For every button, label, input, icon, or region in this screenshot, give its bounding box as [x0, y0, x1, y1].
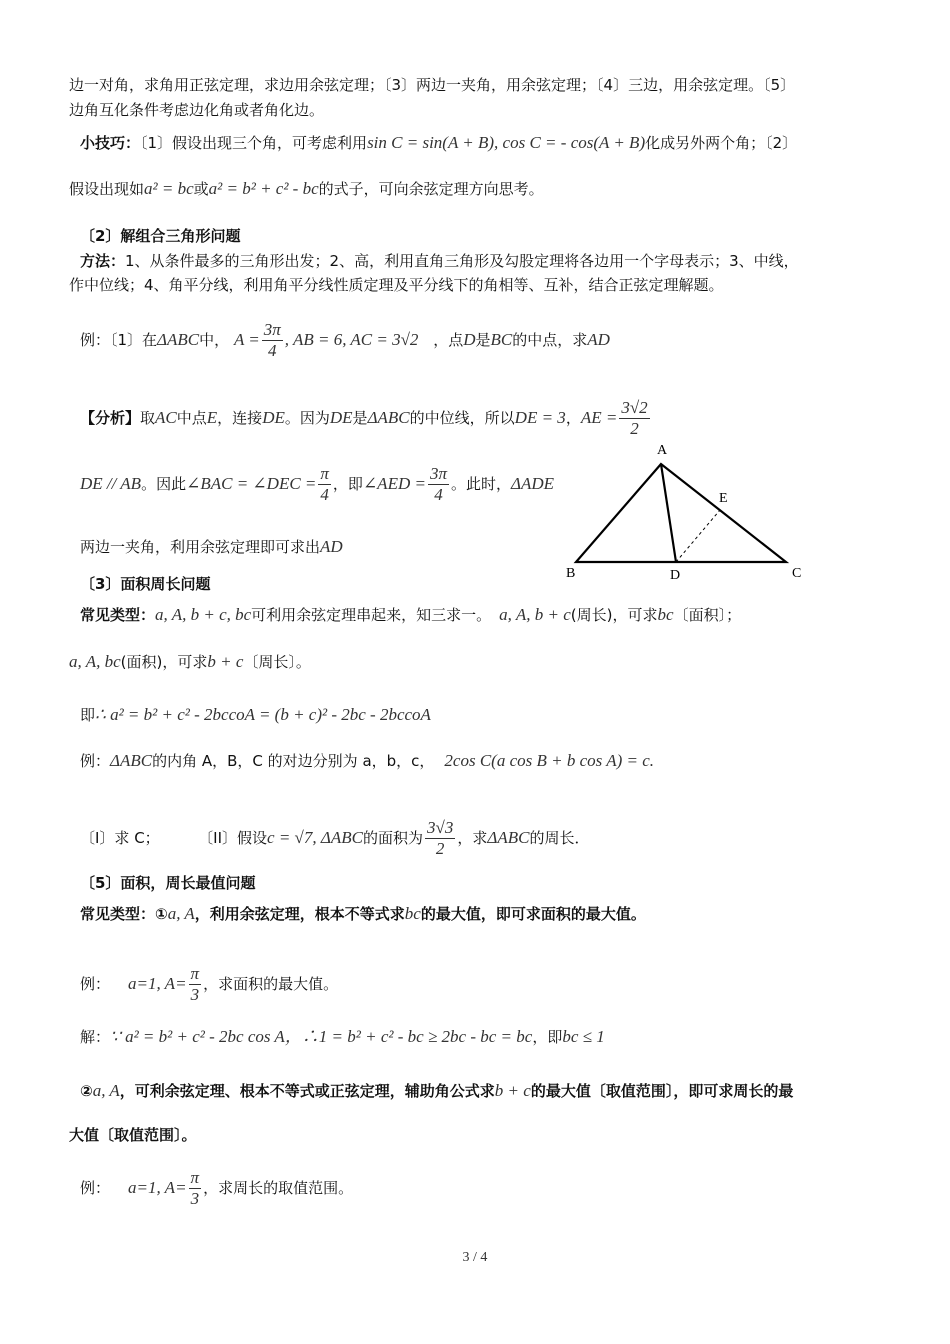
analysis-t1: 取: [140, 409, 156, 427]
example-zhong: 中，: [199, 331, 230, 349]
tip-formula-3: a² = b² + c² - bc: [208, 179, 319, 198]
section-3-formula-2: a, A, b + c: [499, 605, 571, 624]
analysis-angle-2-den: 4: [434, 485, 443, 504]
analysis-label: 【分析】: [80, 409, 141, 427]
example-1-text: ，求面积的最大值。: [203, 975, 339, 993]
analysis-triangle: ΔABC: [367, 408, 410, 427]
section-3-t3: 〔面积〕；: [673, 606, 742, 624]
section-5-solution: [80, 1026, 605, 1048]
section-5-formula-1: a, A: [167, 904, 195, 923]
section-3-bc: bc: [657, 605, 674, 624]
section-3-example-text: 的内角 A，B，C 的对边分别为 a，b，c，: [152, 752, 435, 770]
analysis-t4: 。因为: [284, 409, 330, 427]
analysis-t11: 两边一夹角，利用余弦定理即可求出: [80, 538, 321, 556]
example-mid: 的中点，求: [512, 331, 588, 349]
example-1-formula: a=1, A=: [128, 974, 187, 993]
example-bc: BC: [490, 330, 513, 349]
point-2-formula: a, A: [92, 1081, 120, 1100]
analysis-ae-num: 3√2: [621, 398, 648, 417]
section-3-line-3: [80, 704, 431, 726]
section-5-type-label: 常见类型：①: [80, 905, 168, 923]
point-2-label: ②: [80, 1082, 93, 1100]
text-line-2: 边角互化条件考虑边化角或者角化边。: [69, 101, 325, 119]
segment-de: [676, 510, 720, 562]
section-5-example-1: [80, 962, 338, 1006]
analysis-angle-1-fraction: [318, 464, 331, 505]
question-2-text-3: 的周长．: [529, 829, 590, 847]
section-5-point-2: [80, 1080, 793, 1102]
analysis-angle-2-fraction: [428, 464, 449, 505]
analysis-de-2: DE: [329, 408, 353, 427]
tip-text-1: 〔1〕假设出现三个角，可考虑利用: [140, 134, 368, 152]
analysis-ae: AE =: [580, 408, 618, 427]
point-2-t2: 的最大值〔取值范围〕，即可求周长的最: [530, 1082, 794, 1100]
example-1-den: 3: [190, 985, 200, 1004]
section-3-questions: [80, 816, 589, 860]
section-3-formula-1: a, A, b + c, bc: [155, 605, 252, 624]
method-line-1: [80, 250, 799, 272]
analysis-ad: AD: [320, 537, 343, 556]
example-1-line: [80, 318, 610, 362]
analysis-t5: 是: [352, 409, 368, 427]
section-5-point-2-cont: 大值〔取值范围〕。: [69, 1126, 197, 1144]
section-3-bpc: b + c: [207, 652, 244, 671]
section-3-example-equation: 2cos C(a cos B + b cos A) = c.: [444, 751, 655, 770]
analysis-angle-2: ∠AED =: [362, 474, 426, 493]
section-3-t2: ，可求: [612, 606, 658, 624]
analysis-parallel: DE // AB: [80, 474, 142, 493]
section-3-example-triangle: ΔABC: [110, 751, 153, 770]
example-label: 例：〔1〕在: [80, 331, 158, 349]
tip-formula: sin C = sin(A + B), cos C = - cos(A + B): [367, 133, 646, 152]
section-3-line-1: [80, 604, 741, 626]
section-5-t2: 的最大值，即可求面积的最大值。: [420, 905, 646, 923]
method-text-1: 1、从条件最多的三角形出发；2、高，利用直角三角形及勾股定理将各边用一个字母表示；3、中线，: [125, 252, 799, 270]
analysis-triangle-2: ΔADE: [511, 474, 555, 493]
tip-text-2: 化成另外两个角；〔2〕: [645, 134, 798, 152]
analysis-de: DE: [262, 408, 285, 427]
analysis-t9: ，即: [332, 475, 363, 493]
analysis-t6: 的中位线，所以: [409, 409, 515, 427]
point-2-formula-2: b + c: [494, 1081, 531, 1100]
example-point: ，点: [433, 331, 464, 349]
solution-equation-2: ，∴1 = b² + c² - bc ≥ 2bc - bc = bc: [284, 1027, 533, 1046]
label-b: B: [566, 566, 576, 581]
analysis-de-3: DE = 3: [514, 408, 566, 427]
question-2-text-2: ，求: [457, 829, 488, 847]
tip-text-5: 的式子，可向余弦定理方向思考。: [318, 180, 544, 198]
analysis-angle-1: ∠BAC = ∠DEC =: [186, 474, 317, 493]
example-2-text: ，求周长的取值范围。: [203, 1179, 354, 1197]
question-2-formula: c = √7, ΔABC: [267, 828, 363, 847]
analysis-t7: ，: [565, 409, 581, 427]
method-line-2: 作中位线；4、角平分线，利用角平分线性质定理及平分线下的角相等、互补，结合正弦定理解题。: [69, 276, 724, 294]
example-triangle: ΔABC: [157, 330, 200, 349]
example-2-formula: a=1, A=: [128, 1178, 187, 1197]
section-5-bc: bc: [404, 904, 421, 923]
section-3-t4: ，可求: [162, 653, 208, 671]
question-2-fraction: [425, 818, 455, 859]
analysis-ac: AC: [155, 408, 177, 427]
analysis-t10: 。此时，: [450, 475, 511, 493]
analysis-ae-fraction: [619, 398, 649, 439]
tip-formula-2: a² = bc: [144, 179, 194, 198]
example-angle-a: A =: [233, 330, 260, 349]
question-2-text: 的面积为: [362, 829, 423, 847]
analysis-t8: 。因此: [141, 475, 187, 493]
section-3-t5: 〔周长〕。: [243, 653, 311, 671]
example-d: D: [463, 330, 476, 349]
question-2-label: 〔II〕假设: [205, 829, 268, 847]
section-3-title: 〔3〕面积周长问题: [80, 575, 211, 593]
example-is: 是: [475, 331, 491, 349]
section-5-t1: ，利用余弦定理，根本不等式求: [194, 905, 405, 923]
section-3-type-label: 常见类型：: [80, 606, 156, 624]
tip-text-3: 假设出现如: [69, 180, 145, 198]
triangle-figure: [560, 438, 810, 588]
analysis-t3: ，连接: [217, 409, 263, 427]
tip-line-1: [80, 132, 797, 154]
section-5-example-2: [80, 1166, 353, 1210]
example-2-label: 例：: [80, 1179, 111, 1197]
question-1: 〔I〕求 C；: [80, 829, 160, 847]
analysis-line-1: [80, 396, 652, 440]
triangle-abc: [576, 464, 786, 562]
section-5-title: 〔5〕面积，周长最值问题: [80, 874, 256, 892]
section-5-line-1: [80, 903, 646, 925]
example-1-label: 例：: [80, 975, 111, 993]
analysis-line-3: [80, 536, 343, 558]
question-2-triangle: ΔABC: [487, 828, 530, 847]
method-label: 方法：: [80, 252, 126, 270]
question-2-num: 3√3: [426, 818, 454, 837]
example-1-fraction: [189, 964, 202, 1005]
solution-label: 解：: [80, 1028, 111, 1046]
label-d: D: [670, 568, 681, 583]
section-3-example-label: 例：: [80, 752, 111, 770]
example-1-num: π: [190, 964, 200, 983]
label-e: E: [719, 491, 728, 506]
tip-line-2: [69, 178, 544, 200]
segment-ad: [661, 464, 676, 562]
tip-label: 小技巧：: [80, 134, 141, 152]
solution-equation-1: ∵ a² = b² + c² - 2bc cos A: [110, 1027, 285, 1046]
section-3-equation: ∴ a² = b² + c² - 2bccoA = (b + c)² - 2bc - 2bccoA: [95, 705, 431, 724]
solution-text: ，即: [532, 1028, 563, 1046]
section-3-ji: 即: [80, 706, 96, 724]
section-3-formula-2-note: (周长): [570, 606, 613, 624]
section-3-line-2: [69, 651, 311, 673]
analysis-angle-2-num: 3π: [429, 464, 447, 483]
label-c: C: [792, 566, 802, 581]
label-a: A: [657, 443, 668, 458]
example-fraction-num: 3π: [263, 320, 281, 339]
example-ad: AD: [587, 330, 610, 349]
section-3-example: [80, 750, 654, 772]
solution-equation-3: bc ≤ 1: [562, 1027, 605, 1046]
page-number: 3 / 4: [462, 1250, 488, 1265]
question-2-den: 2: [435, 839, 445, 858]
example-fraction: [262, 320, 283, 361]
tip-text-4: 或: [193, 180, 209, 198]
example-2-den: 3: [190, 1189, 200, 1208]
analysis-angle-1-num: π: [320, 464, 329, 483]
example-2-fraction: [189, 1168, 202, 1209]
text-line-1: 边一对角，求角用正弦定理，求边用余弦定理；〔3〕两边一夹角，用余弦定理；〔4〕三边，用余弦定理。〔5〕: [69, 76, 796, 94]
section-2-title: 〔2〕解组合三角形问题: [80, 227, 241, 245]
example-2-num: π: [190, 1168, 200, 1187]
example-sides: , AB = 6, AC = 3√2: [284, 330, 419, 349]
point-2-t1: ，可利余弦定理、根本不等式或正弦定理，辅助角公式求: [119, 1082, 495, 1100]
analysis-angle-1-den: 4: [320, 485, 329, 504]
section-3-t1: 可利用余弦定理串起来，知三求一。: [251, 606, 492, 624]
analysis-line-2: [80, 462, 554, 506]
section-3-formula-3: a, A, bc: [69, 652, 121, 671]
analysis-t2: 中点: [176, 409, 207, 427]
analysis-e: E: [206, 408, 218, 427]
example-fraction-den: 4: [268, 341, 277, 360]
section-3-formula-3-note: (面积): [120, 653, 163, 671]
analysis-ae-den: 2: [630, 419, 639, 438]
